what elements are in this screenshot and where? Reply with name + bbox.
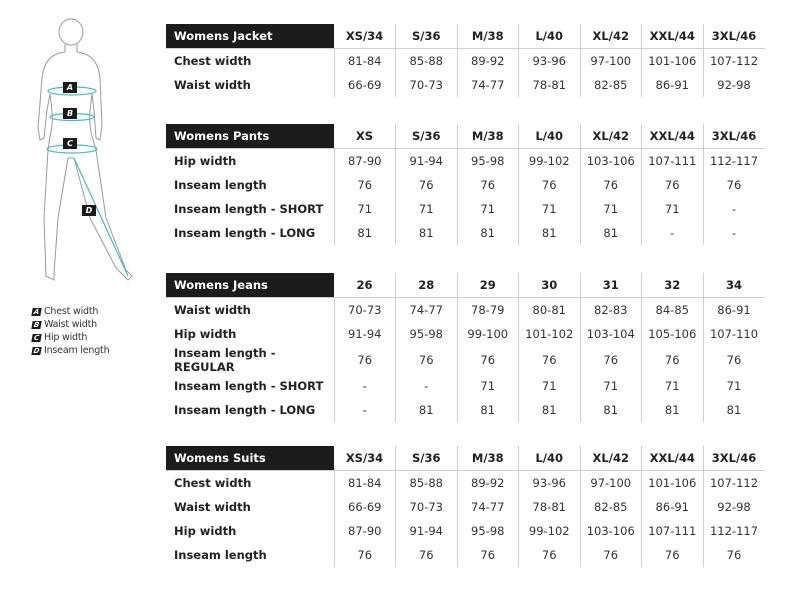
size-header: XS bbox=[334, 124, 396, 149]
cell-value: 107-112 bbox=[709, 476, 759, 490]
size-header: 3XL/46 bbox=[703, 24, 765, 49]
cell-value: 76 bbox=[580, 346, 642, 374]
cell-value: 95-98 bbox=[457, 519, 519, 543]
cell-value: 81-84 bbox=[334, 49, 396, 74]
row-label: Waist width bbox=[166, 73, 334, 97]
cell-value: 85-88 bbox=[396, 49, 458, 74]
cell-value: 81 bbox=[457, 398, 519, 422]
size-header: L/40 bbox=[519, 24, 581, 49]
cell-value: 76 bbox=[580, 543, 642, 567]
cell-value: 71 bbox=[334, 197, 396, 221]
table-header-row bbox=[166, 124, 765, 149]
cell-value: 99-102 bbox=[519, 149, 581, 174]
table-title: Womens Jacket bbox=[166, 24, 334, 49]
legend-label: Waist width bbox=[44, 319, 97, 330]
legend-label: Inseam length bbox=[44, 345, 110, 356]
cell-value: 80-81 bbox=[519, 298, 581, 323]
cell-value: 81 bbox=[396, 398, 458, 422]
cell-value: 99-102 bbox=[519, 519, 581, 543]
cell-value: 71 bbox=[642, 197, 704, 221]
cell-value: 81 bbox=[519, 221, 581, 245]
size-header: 3XL/46 bbox=[703, 446, 765, 471]
table-header-row bbox=[166, 24, 765, 49]
cell-value: 103-106 bbox=[580, 149, 642, 174]
cell-value: 71 bbox=[457, 197, 519, 221]
row-label: Inseam length bbox=[166, 543, 334, 567]
size-header: XS/34 bbox=[334, 446, 396, 471]
cell-value: 81 bbox=[726, 403, 742, 417]
figure-badge-b: B bbox=[63, 108, 77, 119]
table-row bbox=[166, 298, 765, 323]
cell-value: 66-69 bbox=[334, 495, 396, 519]
figure-badge-c: C bbox=[63, 138, 77, 149]
table-row bbox=[166, 221, 765, 245]
cell-value: 76 bbox=[642, 173, 704, 197]
cell-value: 71 bbox=[396, 197, 458, 221]
table-row bbox=[166, 197, 765, 221]
row-label: Inseam length - REGULAR bbox=[166, 346, 334, 374]
cell-value: 81 bbox=[334, 221, 396, 245]
cell-value: 81 bbox=[580, 398, 642, 422]
size-header: 34 bbox=[703, 273, 765, 298]
cell-value: 76 bbox=[457, 543, 519, 567]
size-header: XL/42 bbox=[580, 446, 642, 471]
cell-value: - bbox=[731, 202, 737, 216]
legend-item bbox=[32, 318, 152, 331]
size-header: 30 bbox=[519, 273, 581, 298]
cell-value: 107-111 bbox=[642, 519, 704, 543]
cell-value: - bbox=[334, 374, 396, 398]
table-row bbox=[166, 149, 765, 174]
cell-value: 71 bbox=[457, 374, 519, 398]
cell-value: 107-110 bbox=[709, 327, 759, 341]
cell-value: - bbox=[642, 221, 704, 245]
cell-value: 112-117 bbox=[709, 524, 759, 538]
table-title: Womens Suits bbox=[166, 446, 334, 471]
cell-value: - bbox=[731, 226, 737, 240]
cell-value: 86-91 bbox=[642, 495, 704, 519]
cell-value: 93-96 bbox=[519, 49, 581, 74]
cell-value: 101-106 bbox=[642, 471, 704, 496]
cell-value: 86-91 bbox=[642, 73, 704, 97]
measurement-legend bbox=[32, 305, 152, 357]
table-row bbox=[166, 322, 765, 346]
cell-value: 70-73 bbox=[334, 298, 396, 323]
womens-suits-table bbox=[166, 446, 765, 567]
womens-pants-table bbox=[166, 124, 765, 245]
cell-value: 87-90 bbox=[334, 519, 396, 543]
cell-value: 71 bbox=[519, 197, 581, 221]
cell-value: 76 bbox=[334, 543, 396, 567]
cell-value: 78-81 bbox=[519, 73, 581, 97]
cell-value: - bbox=[396, 374, 458, 398]
size-header: L/40 bbox=[519, 124, 581, 149]
cell-value: 91-94 bbox=[396, 519, 458, 543]
cell-value: 71 bbox=[580, 374, 642, 398]
cell-value: - bbox=[334, 398, 396, 422]
table-row bbox=[166, 495, 765, 519]
cell-value: 93-96 bbox=[519, 471, 581, 496]
cell-value: 101-106 bbox=[642, 49, 704, 74]
cell-value: 76 bbox=[396, 346, 458, 374]
table-row bbox=[166, 346, 765, 374]
row-label: Hip width bbox=[166, 149, 334, 174]
cell-value: 103-104 bbox=[580, 322, 642, 346]
cell-value: 76 bbox=[396, 173, 458, 197]
row-label: Inseam length bbox=[166, 173, 334, 197]
size-header: 31 bbox=[580, 273, 642, 298]
size-header: M/38 bbox=[457, 124, 519, 149]
size-header: 28 bbox=[396, 273, 458, 298]
womens-jacket-table bbox=[166, 24, 765, 97]
size-header: XXL/44 bbox=[642, 446, 704, 471]
cell-value: 92-98 bbox=[717, 78, 751, 92]
row-label: Waist width bbox=[166, 495, 334, 519]
cell-value: 103-106 bbox=[580, 519, 642, 543]
cell-value: 92-98 bbox=[717, 500, 751, 514]
cell-value: 89-92 bbox=[457, 49, 519, 74]
cell-value: 74-77 bbox=[457, 73, 519, 97]
legend-item bbox=[32, 344, 152, 357]
table-row bbox=[166, 374, 765, 398]
cell-value: 74-77 bbox=[457, 495, 519, 519]
cell-value: 70-73 bbox=[396, 73, 458, 97]
cell-value: 74-77 bbox=[396, 298, 458, 323]
cell-value: 81 bbox=[457, 221, 519, 245]
row-label: Inseam length - LONG bbox=[166, 398, 334, 422]
cell-value: 76 bbox=[334, 173, 396, 197]
size-header: S/36 bbox=[396, 124, 458, 149]
legend-item bbox=[32, 305, 152, 318]
cell-value: 76 bbox=[726, 178, 742, 192]
cell-value: 86-91 bbox=[717, 303, 751, 317]
cell-value: 71 bbox=[642, 374, 704, 398]
figure-badge-a: A bbox=[63, 82, 77, 93]
table-row bbox=[166, 398, 765, 422]
legend-badge: A bbox=[33, 307, 40, 316]
cell-value: 76 bbox=[519, 543, 581, 567]
cell-value: 76 bbox=[334, 346, 396, 374]
cell-value: 97-100 bbox=[580, 471, 642, 496]
table-header-row bbox=[166, 446, 765, 471]
cell-value: 81 bbox=[642, 398, 704, 422]
cell-value: 76 bbox=[726, 548, 742, 562]
cell-value: 91-94 bbox=[334, 322, 396, 346]
cell-value: 66-69 bbox=[334, 73, 396, 97]
size-header: L/40 bbox=[519, 446, 581, 471]
cell-value: 107-112 bbox=[709, 54, 759, 68]
row-label: Inseam length - SHORT bbox=[166, 374, 334, 398]
cell-value: 89-92 bbox=[457, 471, 519, 496]
cell-value: 97-100 bbox=[580, 49, 642, 74]
table-row bbox=[166, 519, 765, 543]
table-header-row bbox=[166, 273, 765, 298]
row-label: Waist width bbox=[166, 298, 334, 323]
cell-value: 71 bbox=[519, 374, 581, 398]
size-header: 29 bbox=[457, 273, 519, 298]
cell-value: 71 bbox=[726, 379, 742, 393]
legend-item bbox=[32, 331, 152, 344]
legend-badge: B bbox=[33, 320, 40, 329]
womens-jeans-table bbox=[166, 273, 765, 422]
cell-value: 76 bbox=[642, 543, 704, 567]
cell-value: 107-111 bbox=[642, 149, 704, 174]
size-header: XXL/44 bbox=[642, 24, 704, 49]
size-header: XS/34 bbox=[334, 24, 396, 49]
row-label: Hip width bbox=[166, 519, 334, 543]
cell-value: 76 bbox=[642, 346, 704, 374]
cell-value: 81 bbox=[580, 221, 642, 245]
table-row bbox=[166, 471, 765, 496]
table-title: Womens Pants bbox=[166, 124, 334, 149]
size-header: M/38 bbox=[457, 24, 519, 49]
cell-value: 82-83 bbox=[580, 298, 642, 323]
legend-label: Hip width bbox=[44, 332, 88, 343]
cell-value: 76 bbox=[580, 173, 642, 197]
cell-value: 99-100 bbox=[457, 322, 519, 346]
size-header: XXL/44 bbox=[642, 124, 704, 149]
row-label: Hip width bbox=[166, 322, 334, 346]
size-header: S/36 bbox=[396, 446, 458, 471]
cell-value: 76 bbox=[519, 346, 581, 374]
figure-badge-d: D bbox=[82, 205, 96, 216]
size-header: 32 bbox=[642, 273, 704, 298]
cell-value: 76 bbox=[726, 353, 742, 367]
size-header: M/38 bbox=[457, 446, 519, 471]
table-row bbox=[166, 173, 765, 197]
size-header: 3XL/46 bbox=[703, 124, 765, 149]
row-label: Chest width bbox=[166, 49, 334, 74]
inseam-measure-line bbox=[74, 158, 128, 276]
table-row bbox=[166, 49, 765, 74]
cell-value: 81 bbox=[519, 398, 581, 422]
table-title: Womens Jeans bbox=[166, 273, 334, 298]
size-header: 26 bbox=[334, 273, 396, 298]
cell-value: 82-85 bbox=[580, 73, 642, 97]
cell-value: 85-88 bbox=[396, 471, 458, 496]
cell-value: 71 bbox=[580, 197, 642, 221]
cell-value: 112-117 bbox=[709, 154, 759, 168]
cell-value: 78-81 bbox=[519, 495, 581, 519]
cell-value: 87-90 bbox=[334, 149, 396, 174]
legend-badge: C bbox=[33, 333, 40, 342]
row-label: Chest width bbox=[166, 471, 334, 496]
cell-value: 81-84 bbox=[334, 471, 396, 496]
cell-value: 105-106 bbox=[642, 322, 704, 346]
cell-value: 95-98 bbox=[396, 322, 458, 346]
legend-label: Chest width bbox=[44, 306, 99, 317]
cell-value: 70-73 bbox=[396, 495, 458, 519]
cell-value: 82-85 bbox=[580, 495, 642, 519]
cell-value: 101-102 bbox=[519, 322, 581, 346]
row-label: Inseam length - LONG bbox=[166, 221, 334, 245]
cell-value: 76 bbox=[457, 346, 519, 374]
legend-badge: D bbox=[32, 346, 41, 355]
cell-value: 81 bbox=[396, 221, 458, 245]
row-label: Inseam length - SHORT bbox=[166, 197, 334, 221]
table-row bbox=[166, 543, 765, 567]
body-figure-illustration bbox=[30, 18, 142, 288]
cell-value: 78-79 bbox=[457, 298, 519, 323]
cell-value: 95-98 bbox=[457, 149, 519, 174]
size-header: XL/42 bbox=[580, 124, 642, 149]
size-header: XL/42 bbox=[580, 24, 642, 49]
cell-value: 76 bbox=[457, 173, 519, 197]
table-row bbox=[166, 73, 765, 97]
cell-value: 76 bbox=[519, 173, 581, 197]
figure-head bbox=[59, 19, 83, 45]
cell-value: 91-94 bbox=[396, 149, 458, 174]
cell-value: 84-85 bbox=[642, 298, 704, 323]
size-header: S/36 bbox=[396, 24, 458, 49]
cell-value: 76 bbox=[396, 543, 458, 567]
